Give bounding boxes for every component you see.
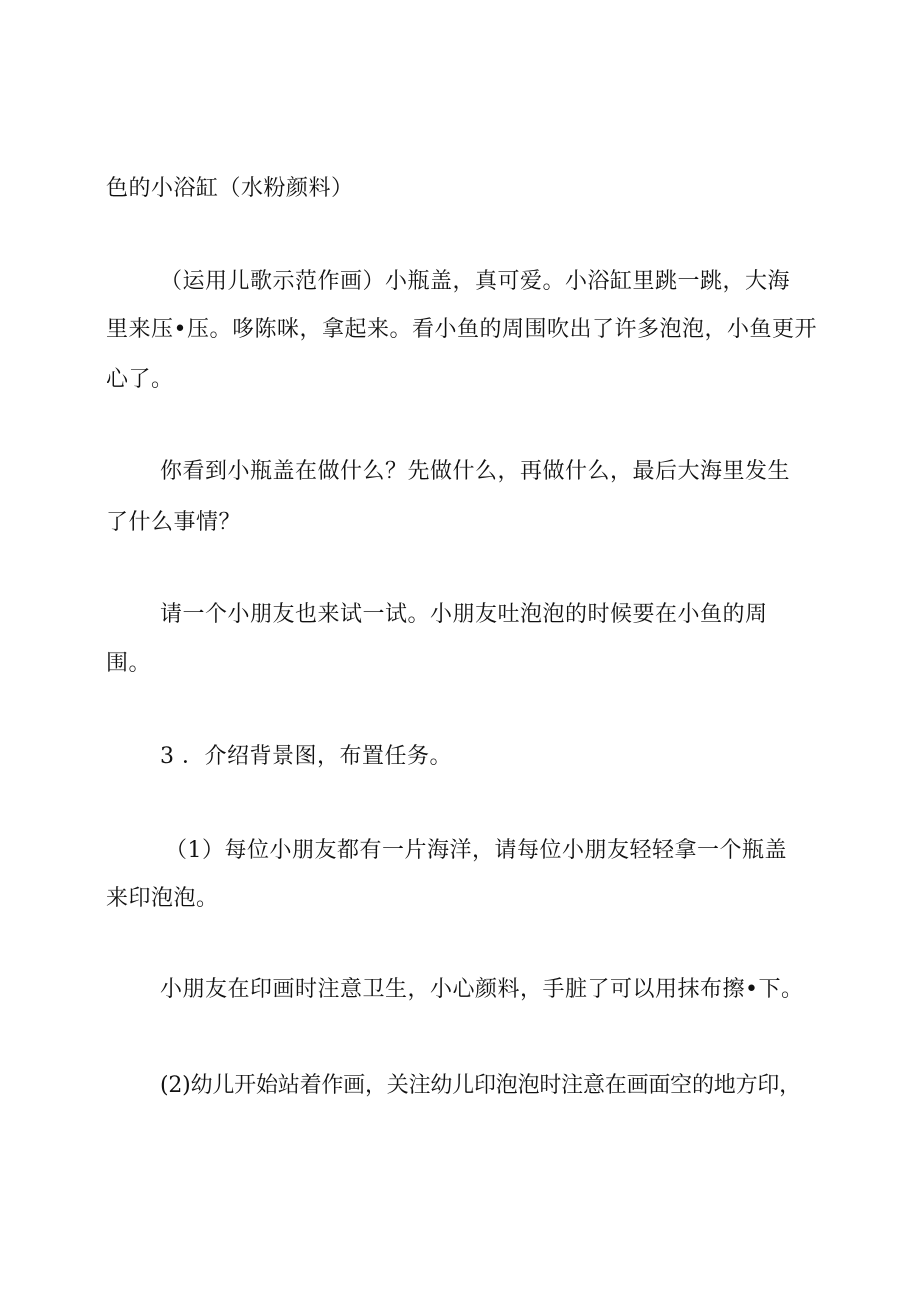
text-line: （运用儿歌示范作画）小瓶盖，真可爱。小浴缸里跳一跳，大海 (160, 269, 791, 294)
text-line: 围。 (106, 651, 152, 676)
text-line: 你看到小瓶盖在做什么？先做什么，再做什么，最后大海里发生 (160, 459, 791, 484)
section-heading: 3 ．介绍背景图，布置任务。 (160, 744, 452, 769)
text-line: 里来压•压。哆陈咪，拿起来。看小鱼的周围吹出了许多泡泡，小鱼更开 (106, 317, 817, 342)
text-line: （1）每位小朋友都有一片海洋，请每位小朋友轻轻拿一个瓶盖 (165, 838, 787, 863)
text-line: 色的小浴缸（水粉颜料） (106, 176, 354, 201)
text-line: (2)幼儿开始站着作画，关注幼儿印泡泡时注意在画面空的地方印， (160, 1073, 801, 1098)
text-line: 来印泡泡。 (106, 886, 219, 911)
text-line: 了什么事情？ (106, 510, 242, 535)
text-line: 请一个小朋友也来试一试。小朋友吐泡泡的时候要在小鱼的周 (160, 602, 768, 627)
text-line: 心了。 (106, 367, 174, 392)
text-line: 小朋友在印画时注意卫生，小心颜料，手脏了可以用抹布擦•下。 (160, 977, 804, 1002)
